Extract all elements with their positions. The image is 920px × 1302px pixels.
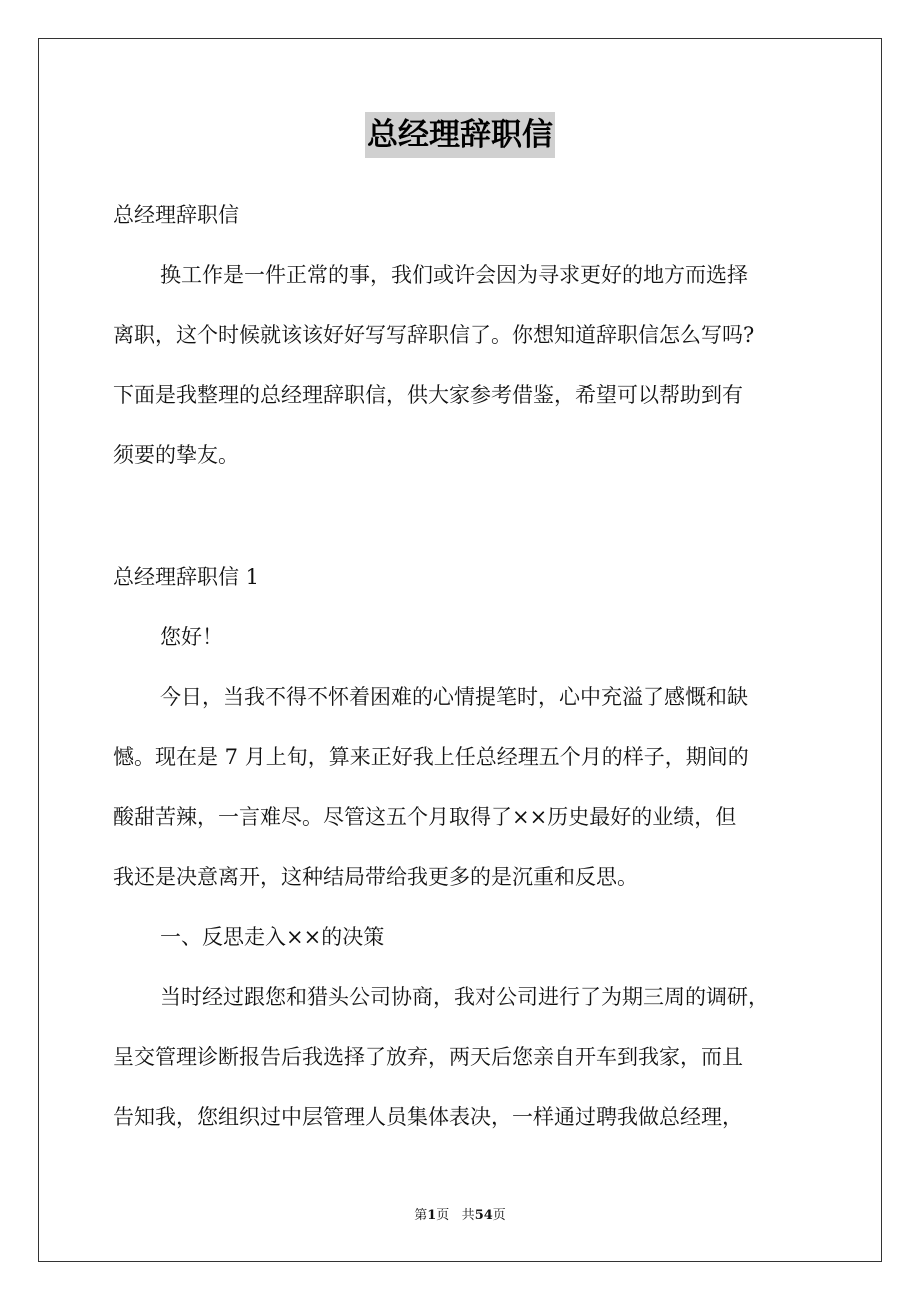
body-line-3: 酸甜苦辣，一言难尽。尽管这五个月取得了××历史最好的业绩，但 (113, 805, 737, 829)
section-heading: 总经理辞职信 1 (113, 565, 260, 589)
footer-total-suffix: 页 (492, 1208, 506, 1223)
document-title: 总经理辞职信 (365, 112, 555, 158)
greeting: 您好！ (160, 625, 223, 649)
body-line-7: 呈交管理诊断报告后我选择了放弃，两天后您亲自开车到我家，而且 (113, 1045, 743, 1069)
footer-total-prefix: 共 (461, 1208, 475, 1223)
body-line-5: 一、反思走入××的决策 (160, 925, 385, 949)
body-line-1: 今日，当我不得不怀着困难的心情提笔时，心中充溢了感慨和缺 (160, 685, 748, 709)
footer-prefix: 第 (414, 1208, 428, 1223)
intro-line-1: 换工作是一件正常的事，我们或许会因为寻求更好的地方而选择 (160, 263, 748, 287)
title-wrap (0, 112, 920, 158)
body-line-8: 告知我，您组织过中层管理人员集体表决，一样通过聘我做总经理， (113, 1105, 743, 1129)
intro-line-3: 下面是我整理的总经理辞职信，供大家参考借鉴，希望可以帮助到有 (113, 383, 743, 407)
body-line-4: 我还是决意离开，这种结局带给我更多的是沉重和反思。 (113, 865, 638, 889)
footer-page-suffix: 页 (436, 1208, 450, 1223)
body-line-2: 憾。现在是 7 月上旬，算来正好我上任总经理五个月的样子，期间的 (113, 745, 749, 769)
footer-page-number: 1 (427, 1208, 437, 1223)
intro-line-4: 须要的挚友。 (113, 443, 239, 467)
page-footer (0, 1204, 920, 1223)
document-subtitle: 总经理辞职信 (113, 203, 239, 227)
intro-line-2: 离职，这个时候就该该好好写写辞职信了。你想知道辞职信怎么写吗? (113, 323, 755, 347)
body-line-6: 当时经过跟您和猎头公司协商，我对公司进行了为期三周的调研， (160, 985, 769, 1009)
footer-total-pages: 54 (474, 1208, 493, 1223)
